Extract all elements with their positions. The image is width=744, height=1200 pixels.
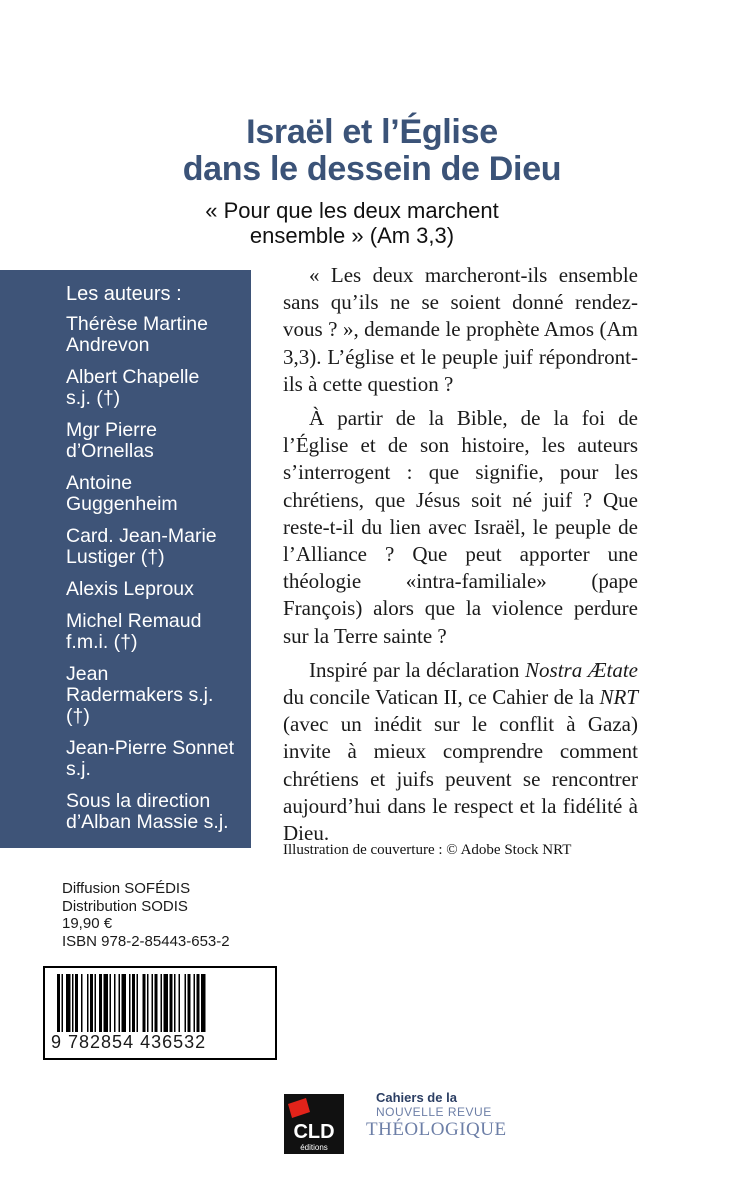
author-name-cont: Guggenheim — [66, 493, 178, 515]
author-item — [66, 367, 246, 409]
authors-heading: Les auteurs : — [66, 283, 182, 305]
isbn: ISBN 978-2-85443-653-2 — [62, 932, 230, 950]
cover-credit: Illustration de couverture : © Adobe Stock NRT — [283, 842, 572, 858]
cld-logo — [284, 1094, 344, 1154]
barcode-bar — [179, 974, 181, 1032]
book-subtitle — [0, 198, 704, 248]
nrt-line-1: Cahiers de la — [376, 1090, 457, 1105]
barcode-bar — [147, 974, 149, 1032]
author-name-cont: Lustiger (†) — [66, 546, 165, 568]
blurb-paragraph-3 — [283, 657, 638, 847]
author-name: Thérèse Martine — [66, 313, 208, 335]
author-item — [66, 579, 246, 600]
author-item — [66, 314, 246, 356]
barcode-bar — [132, 974, 135, 1032]
barcode-bar — [75, 974, 78, 1032]
barcode-bar — [185, 974, 187, 1032]
author-name: Mgr Pierre — [66, 419, 158, 441]
blurb-paragraph-1: « Les deux marcheront-ils ensemble sans qu’ils ne se soient donné rendez-vous ? », demande le prophète Amos (Am 3,3). L’église et le peuple juif répondront-ils à cette question ? — [283, 263, 638, 396]
barcode-bar — [170, 974, 173, 1032]
author-name-cont: s.j. (†) — [66, 387, 121, 409]
barcode-bar — [137, 974, 139, 1032]
author-name-cont: f.m.i. (†) — [66, 631, 138, 653]
barcode-bar — [164, 974, 169, 1032]
barcode-bars — [57, 974, 263, 1032]
nrt-logo — [366, 1090, 507, 1141]
author-name: Jean-Pierre Sonnet — [66, 737, 235, 759]
barcode-bar — [161, 974, 163, 1032]
barcode-bar — [174, 974, 176, 1032]
barcode-digits: 9 782854 436532 — [51, 1032, 207, 1052]
nrt-line-2: NOUVELLE REVUE — [376, 1105, 492, 1119]
author-item — [66, 738, 246, 780]
barcode-bar — [114, 974, 116, 1032]
blurb-emphasis: Nostra Ætate — [525, 657, 638, 682]
authors-panel — [0, 270, 251, 848]
author-name: Albert Chapelle — [66, 366, 200, 388]
author-item — [66, 791, 246, 833]
barcode-bar — [194, 974, 196, 1032]
author-item — [66, 664, 246, 727]
author-name-cont: Radermakers s.j. — [66, 684, 214, 706]
author-name: Antoine — [66, 472, 133, 494]
barcode-bar — [110, 974, 112, 1032]
author-name-cont: s.j. — [66, 758, 91, 780]
barcode-bar — [81, 974, 83, 1032]
subtitle-line-2: ensemble » (Am 3,3) — [249, 223, 455, 248]
barcode-bar — [155, 974, 158, 1032]
author-name-cont: (†) — [66, 705, 90, 727]
author-name: Sous la direction — [66, 790, 211, 812]
author-name-cont: Andrevon — [66, 334, 150, 356]
barcode-bar — [188, 974, 191, 1032]
author-name: Card. Jean-Marie — [66, 525, 217, 547]
distribution-line: Distribution SODIS — [62, 897, 188, 915]
barcode-bar — [87, 974, 89, 1032]
barcode-bar — [66, 974, 71, 1032]
barcode-bar — [90, 974, 93, 1032]
author-name: Alexis Leproux — [66, 578, 194, 600]
blurb — [283, 262, 638, 854]
barcode-bar — [152, 974, 154, 1032]
author-item — [66, 611, 246, 653]
distribution-info — [62, 880, 230, 950]
title-line-2: dans le dessein de Dieu — [182, 150, 562, 188]
blurb-text: Inspiré par la déclaration — [309, 657, 526, 682]
author-item — [66, 473, 246, 515]
barcode-bar — [57, 974, 60, 1032]
barcode-bar — [119, 974, 121, 1032]
author-item — [66, 420, 246, 462]
barcode-bar — [122, 974, 127, 1032]
barcode-bar — [197, 974, 200, 1032]
author-name: Jean — [66, 663, 109, 685]
cld-text: CLD — [293, 1121, 335, 1143]
barcode-bar — [129, 974, 131, 1032]
diffusion-line: Diffusion SOFÉDIS — [62, 880, 191, 897]
title-line-1: Israël et l’Église — [246, 113, 498, 151]
author-item — [66, 526, 246, 568]
author-name: Michel Remaud — [66, 610, 202, 632]
price: 19,90 € — [62, 915, 113, 932]
barcode-bar — [143, 974, 146, 1032]
blurb-text: du concile Vatican II, ce Cahier de la — [283, 685, 600, 710]
author-name-cont: d’Ornellas — [66, 440, 154, 462]
nrt-line-3: THÉOLOGIQUE — [366, 1119, 507, 1140]
barcode-bar — [104, 974, 109, 1032]
subtitle-line-1: « Pour que les deux marchent — [205, 198, 499, 223]
barcode-bar — [95, 974, 97, 1032]
book-title — [0, 114, 744, 188]
barcode-bar — [72, 974, 74, 1032]
blurb-paragraph-2: À partir de la Bible, de la foi de l’Église et de son histoire, les auteurs s’interrogent : que signifie, pour les chrétiens, que Jésus soit né juif ? Que reste-t-il du lien avec Israël, le peuple de l’Alliance ? Que peut apporter une théologie «intra-familiale» (pape François) alors que la violence perdure sur la Terre sainte ? — [283, 406, 638, 648]
barcode-bar — [99, 974, 102, 1032]
blurb-emphasis: NRT — [599, 685, 638, 710]
blurb-text: (avec un inédit sur le conflit à Gaza) invite à mieux comprendre comment chrétiens et juifs peuvent se rencontrer aujourd’hui dans le respect et la fidélité à Dieu. — [283, 712, 638, 846]
author-name-cont: d’Alban Massie s.j. — [66, 811, 229, 833]
barcode-bar — [62, 974, 64, 1032]
barcode-bar — [201, 974, 206, 1032]
barcode — [43, 966, 277, 1060]
cld-subtext: éditions — [300, 1143, 328, 1152]
